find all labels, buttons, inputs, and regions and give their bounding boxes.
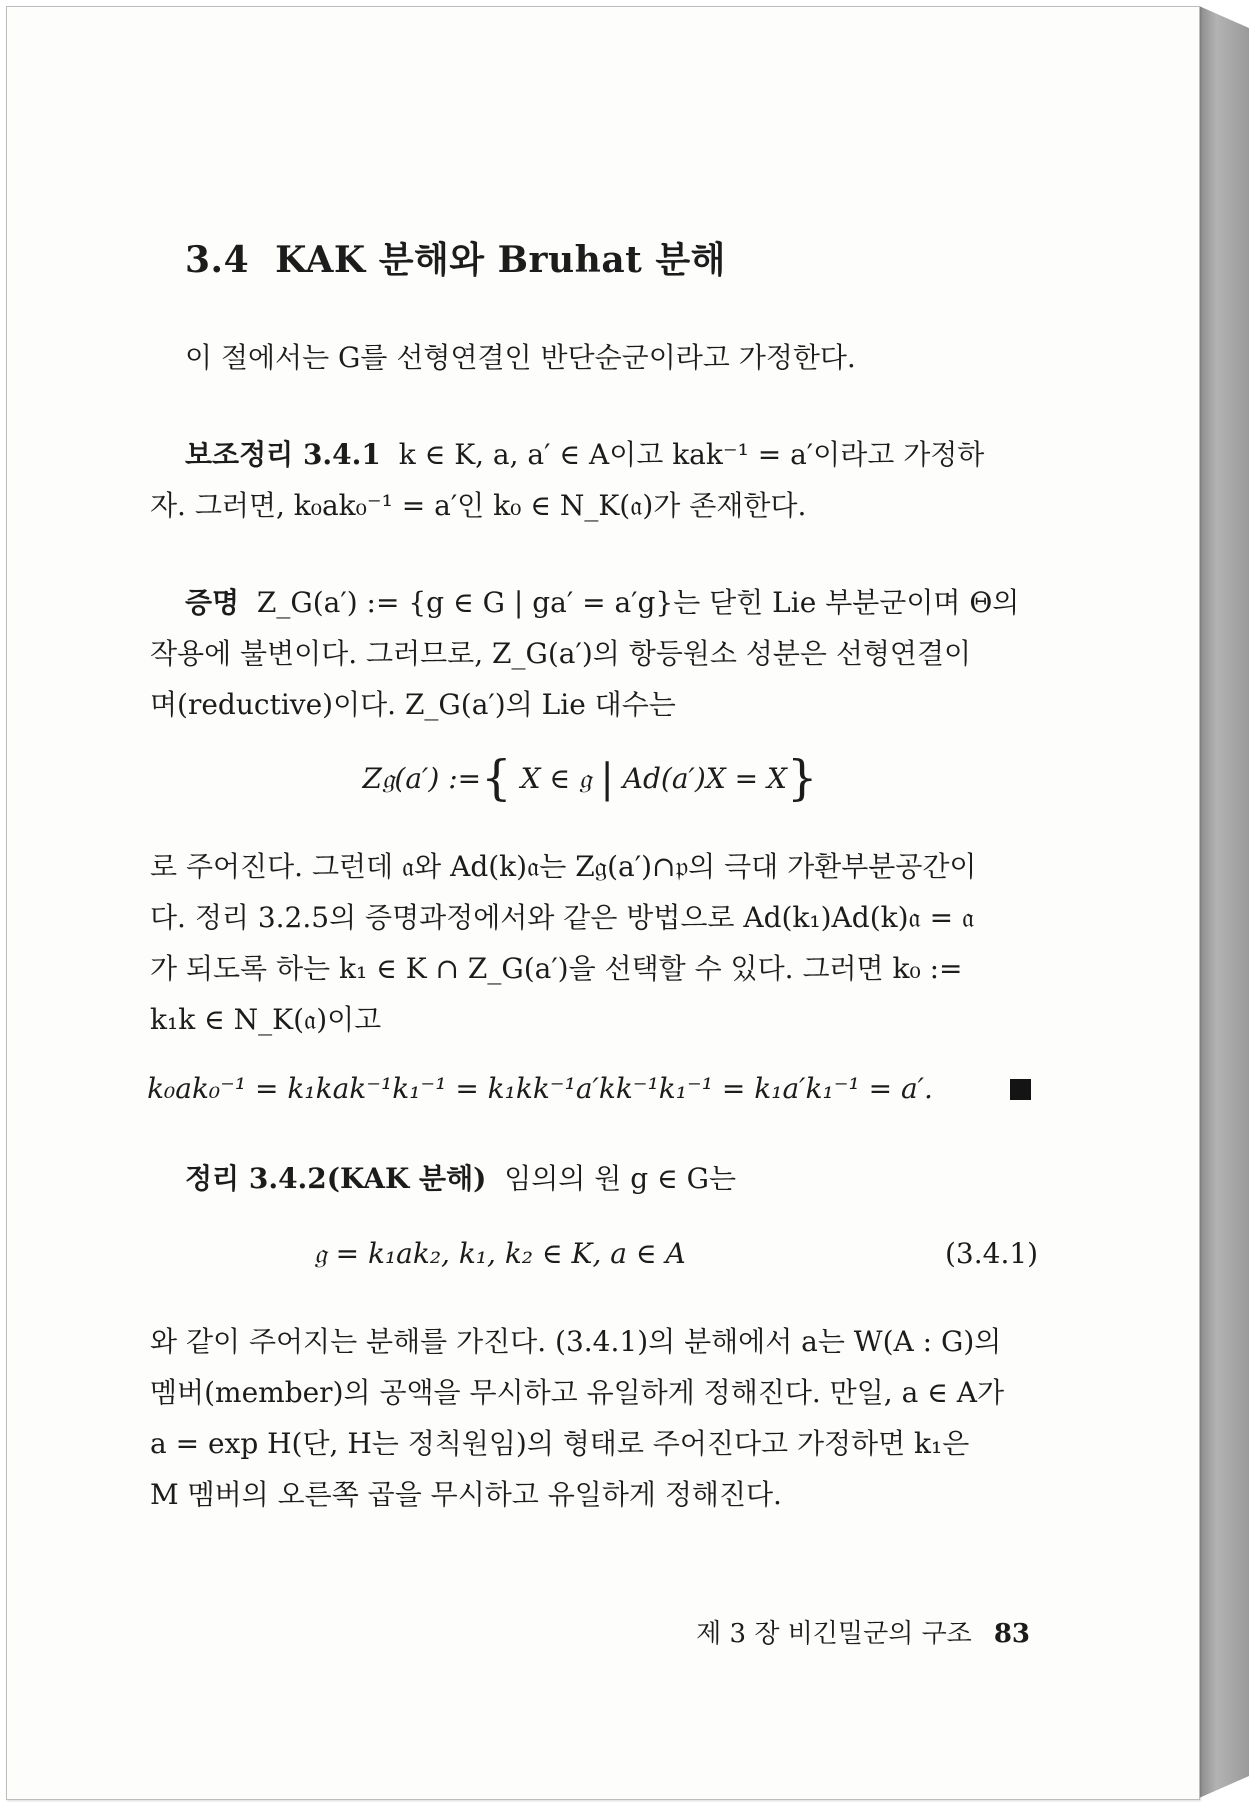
theorem-line-3: a = exp H(단, H는 정칙원임)의 형태로 주어진다고 가정하면 k₁은 bbox=[150, 1427, 970, 1460]
proof-line-2: 작용에 불변이다. 그러므로, Z_G(a′)의 항등원소 성분은 선형연결이 bbox=[150, 637, 972, 670]
lemma-line-2: 자. 그러면, k₀ak₀⁻¹ = a′인 k₀ ∈ N_K(𝔞)가 존재한다. bbox=[150, 489, 807, 522]
proof-line-7: k₁k ∈ N_K(𝔞)이고 bbox=[150, 1003, 382, 1036]
theorem-line-2: 멤버(member)의 공액을 무시하고 유일하게 정해진다. 만일, a ∈ A가 bbox=[150, 1376, 1005, 1409]
theorem-line-4: M 멤버의 오른쪽 곱을 무시하고 유일하게 정해진다. bbox=[150, 1478, 782, 1511]
equation-conjugation: k₀ak₀⁻¹ = k₁kak⁻¹k₁⁻¹ = k₁kk⁻¹a′kk⁻¹k₁⁻¹ = k₁a′k₁⁻¹ = a′. bbox=[147, 1072, 933, 1105]
right-brace: } bbox=[786, 750, 818, 806]
eq1-set-right: Ad(a′)X = X bbox=[622, 762, 787, 795]
qed-square bbox=[1010, 1079, 1031, 1100]
section-number: 3.4 bbox=[185, 239, 250, 281]
proof-line-4: 로 주어진다. 그런데 𝔞와 Ad(k)𝔞는 Z𝔤(a′)∩𝔭의 극대 가환부분공간이 bbox=[150, 850, 977, 883]
equation-kak: 𝔤 = k₁ak₂, k₁, k₂ ∈ K, a ∈ A bbox=[314, 1237, 686, 1270]
intro-paragraph: 이 절에서는 G를 선형연결인 반단순군이라고 가정한다. bbox=[185, 341, 856, 374]
theorem-line bbox=[185, 1153, 1030, 1204]
lemma-text-1: k ∈ K, a, a′ ∈ A이고 kak⁻¹ = a′이라고 가정하 bbox=[398, 438, 985, 471]
set-bar: | bbox=[600, 756, 614, 802]
proof-line-3: 며(reductive)이다. Z_G(a′)의 Lie 대수는 bbox=[150, 688, 676, 721]
proof-label: 증명 bbox=[185, 586, 240, 619]
theorem-text: 임의의 원 g ∈ G는 bbox=[504, 1162, 737, 1195]
proof-line-1 bbox=[185, 577, 1030, 628]
theorem-line-1: 와 같이 주어지는 분해를 가진다. (3.4.1)의 분해에서 a는 W(A : G)의 bbox=[150, 1325, 1002, 1358]
page-number: 83 bbox=[993, 1619, 1030, 1649]
eq1-left: Z𝔤(a′) := bbox=[362, 762, 482, 795]
section-heading bbox=[185, 232, 726, 283]
proof-line-5: 다. 정리 3.2.5의 증명과정에서와 같은 방법으로 Ad(k₁)Ad(k)𝔞 = 𝔞 bbox=[150, 901, 975, 934]
theorem-label: 정리 3.4.2(KAK 분해) bbox=[185, 1162, 487, 1195]
equation-number: (3.4.1) bbox=[945, 1237, 1039, 1270]
book-spine-edge bbox=[1199, 6, 1249, 1798]
chapter-title: 제 3 장 비긴밀군의 구조 bbox=[696, 1619, 972, 1649]
section-title: KAK 분해와 Bruhat 분해 bbox=[275, 239, 726, 281]
proof-line-6: 가 되도록 하는 k₁ ∈ K ∩ Z_G(a′)을 선택할 수 있다. 그러면 k₀ := bbox=[150, 952, 963, 985]
equation-lie-algebra bbox=[150, 750, 1030, 806]
eq1-set-left: X ∈ 𝔤 bbox=[520, 762, 592, 795]
proof-text-1: Z_G(a′) := {g ∈ G | ga′ = a′g}는 닫힌 Lie 부분군이며 Θ의 bbox=[256, 586, 1020, 619]
lemma-label: 보조정리 3.4.1 bbox=[185, 438, 381, 471]
lemma-line-1 bbox=[185, 429, 1025, 480]
page-footer bbox=[600, 1613, 1030, 1650]
left-brace: { bbox=[481, 750, 512, 806]
